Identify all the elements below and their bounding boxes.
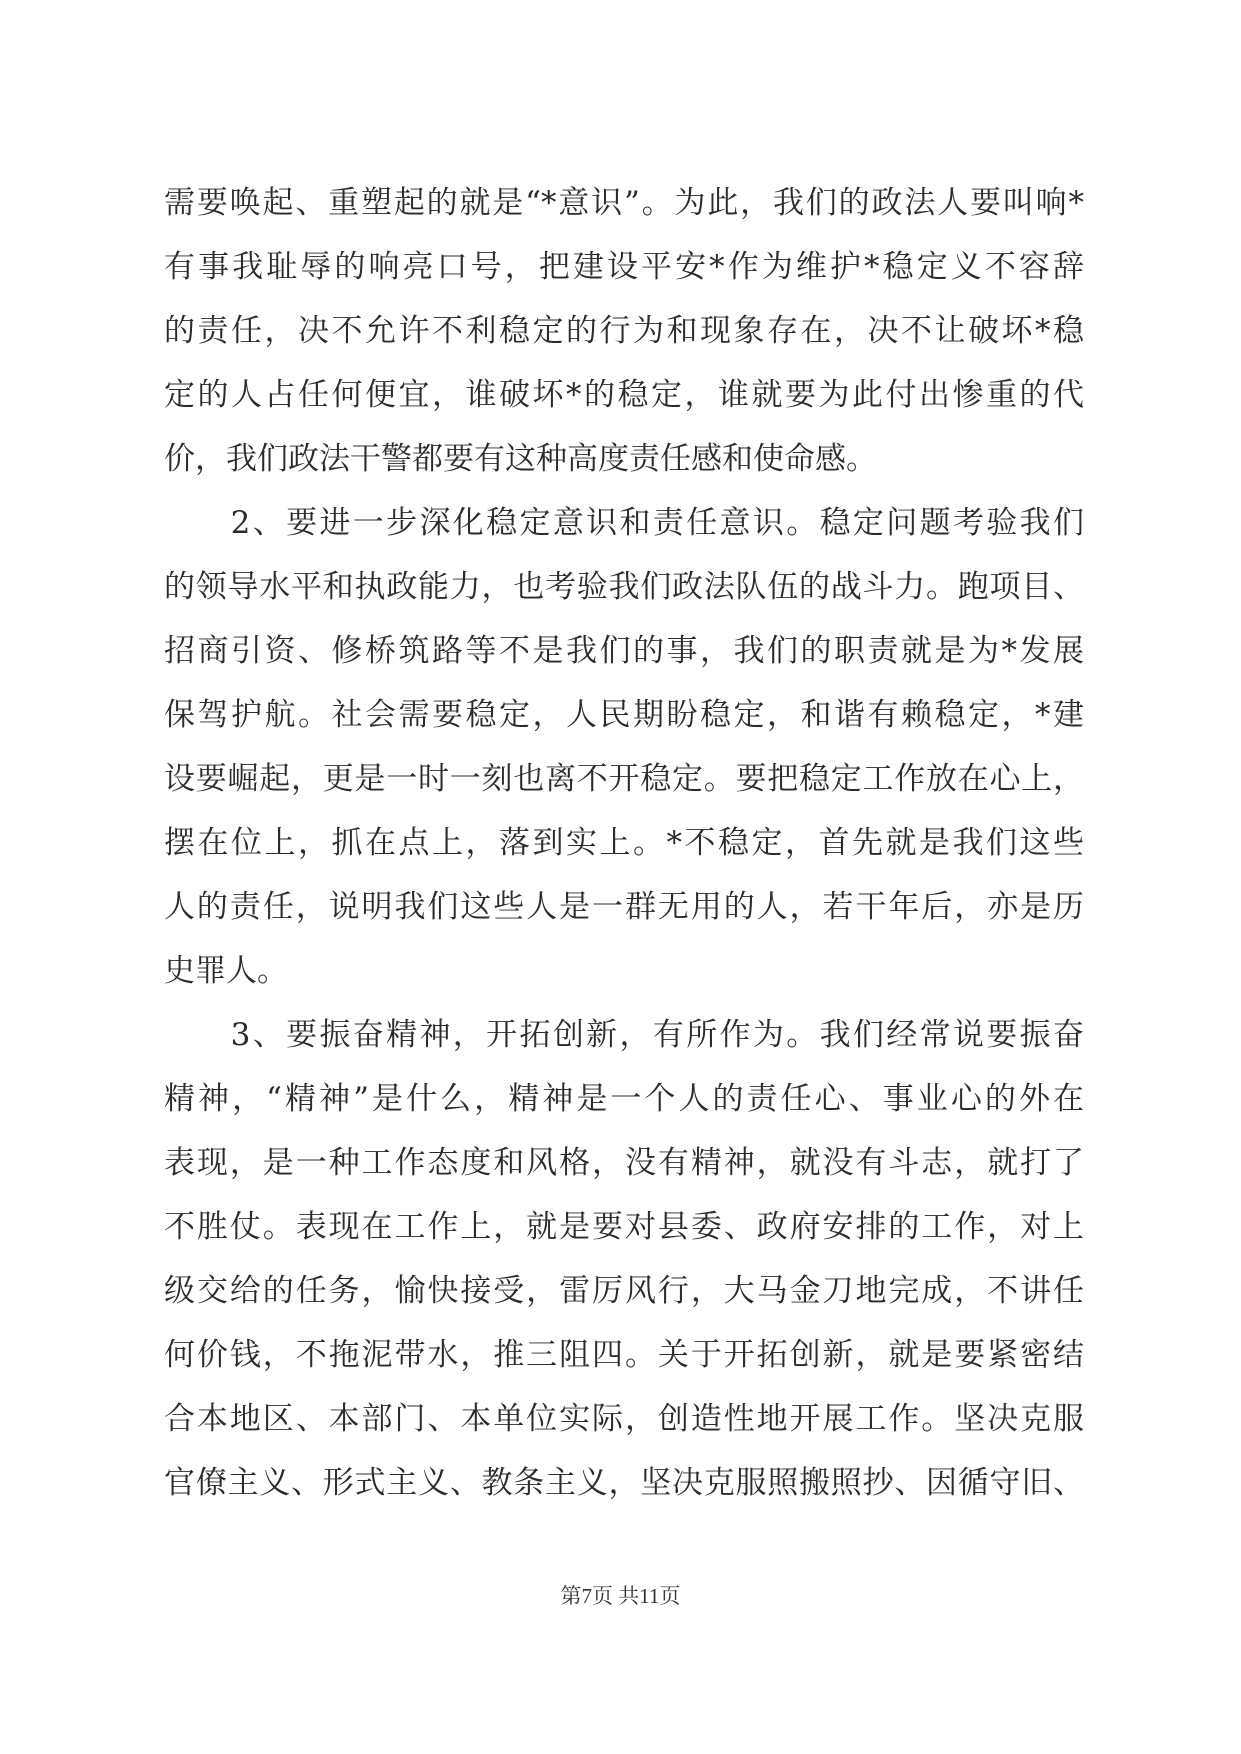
- text-line: 合本地区、本部门、本单位实际，创造性地开展工作。坚决克服: [164, 1401, 1084, 1437]
- text-line: 摆在位上，抓在点上，落到实上。*不稳定，首先就是我们这些: [164, 825, 1084, 861]
- text-line: 史罪人。: [164, 953, 288, 989]
- text-line: 人的责任，说明我们这些人是一群无用的人，若干年后，亦是历: [164, 889, 1084, 925]
- text-line: 招商引资、修桥筑路等不是我们的事，我们的职责就是为*发展: [164, 633, 1084, 669]
- text-line: 设要崛起，更是一时一刻也离不开稳定。要把稳定工作放在心上，: [164, 761, 1084, 797]
- text-line: 价，我们政法干警都要有这种高度责任感和使命感。: [164, 441, 877, 477]
- text-line: 表现，是一种工作态度和风格，没有精神，就没有斗志，就打了: [164, 1145, 1084, 1181]
- text-line: 级交给的任务，愉快接受，雷厉风行，大马金刀地完成，不讲任: [164, 1273, 1084, 1309]
- text-line: 需要唤起、重塑起的就是“*意识”。为此，我们的政法人要叫响*: [164, 185, 1084, 221]
- text-line: 3、要振奋精神，开拓创新，有所作为。我们经常说要振奋: [164, 1017, 1084, 1053]
- text-line: 保驾护航。社会需要稳定，人民期盼稳定，和谐有赖稳定，*建: [164, 697, 1084, 733]
- text-line: 官僚主义、形式主义、教条主义，坚决克服照搬照抄、因循守旧、: [164, 1465, 1084, 1501]
- text-line: 的责任，决不允许不利稳定的行为和现象存在，决不让破坏*稳: [164, 313, 1084, 349]
- text-line: 有事我耻辱的响亮口号，把建设平安*作为维护*稳定义不容辞: [164, 249, 1084, 285]
- text-line: 何价钱，不拖泥带水，推三阻四。关于开拓创新，就是要紧密结: [164, 1337, 1084, 1373]
- document-body: [164, 171, 1084, 1515]
- text-line: 的领导水平和执政能力，也考验我们政法队伍的战斗力。跑项目、: [164, 569, 1084, 605]
- text-line: 2、要进一步深化稳定意识和责任意识。稳定问题考验我们: [164, 505, 1084, 541]
- text-line: 定的人占任何便宜，谁破坏*的稳定，谁就要为此付出惨重的代: [164, 377, 1084, 413]
- text-line: 精神，“精神”是什么，精神是一个人的责任心、事业心的外在: [164, 1081, 1084, 1117]
- text-line: 不胜仗。表现在工作上，就是要对县委、政府安排的工作，对上: [164, 1209, 1084, 1245]
- page-number-footer: 第7页 共11页: [560, 1584, 681, 1608]
